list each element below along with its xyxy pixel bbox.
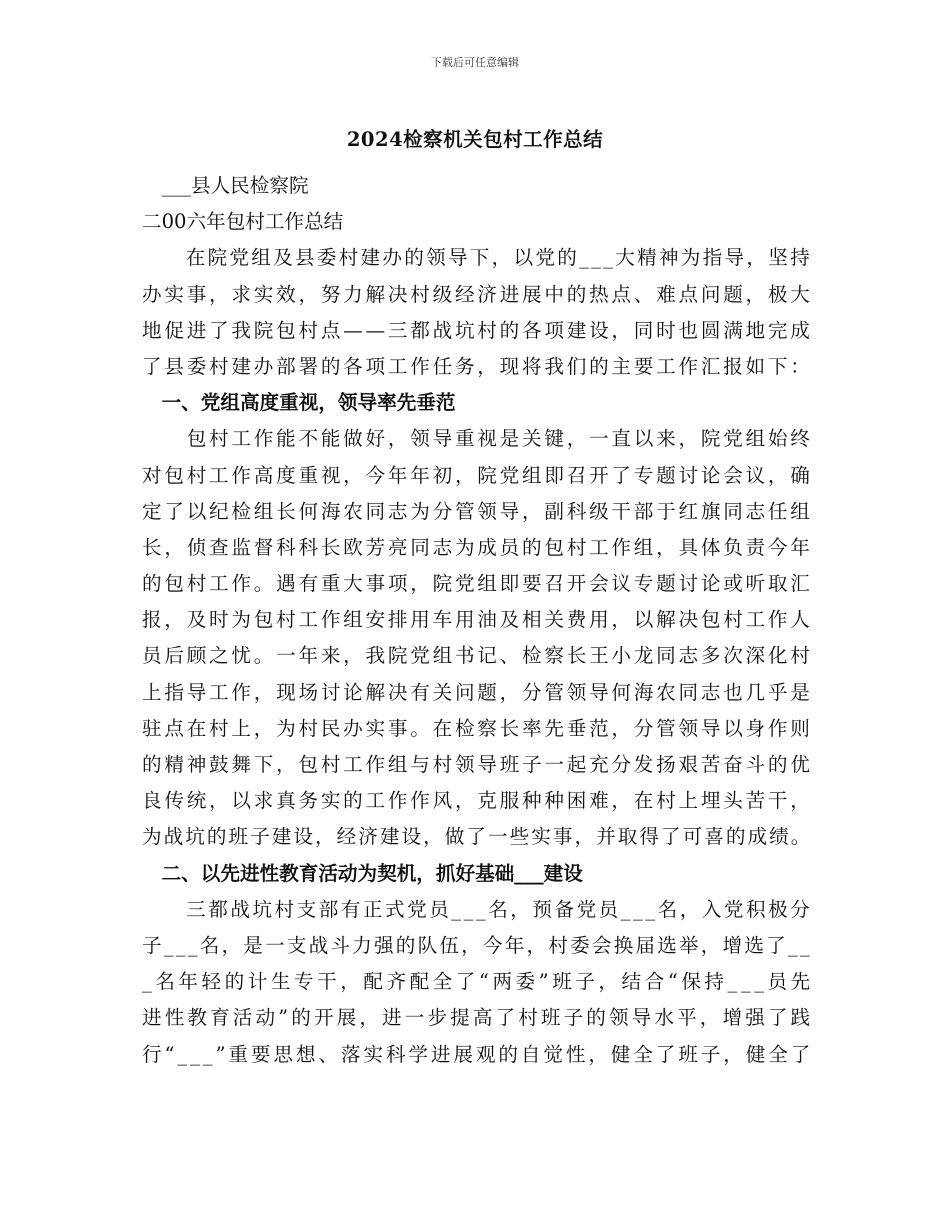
paragraph-line: 驻点在村上，为村民办实事。在检察长率先垂范，分管领导以身作则 <box>142 716 813 740</box>
section-heading: 二、以先进性教育活动为契机，抓好基础___建设 <box>142 861 583 885</box>
paragraph-line: 为战坑的班子建设，经济建设，做了一些实事，并取得了可喜的成绩。 <box>142 825 813 849</box>
paragraph-line: _名年轻的计生专干，配齐配全了“两委”班子，结合“保持___员先 <box>142 970 814 994</box>
paragraph-line: 长，侦查监督科科长欧芳亮同志为成员的包村工作组，具体负责今年 <box>142 535 813 559</box>
paragraph-line: 三都战坑村支部有正式党员___名，预备党员___名，入党积极分 <box>142 897 813 921</box>
paragraph-line: 了县委村建办部署的各项工作任务，现将我们的主要工作汇报如下： <box>142 354 813 378</box>
paragraph-line: 二00六年包村工作总结 <box>142 210 344 234</box>
paragraph-line: 办实事，求实效，努力解决村级经济进展中的热点、难点问题，极大 <box>142 282 813 306</box>
paragraph-line: 报，及时为包村工作组安排用车用油及相关费用，以解决包村工作人 <box>142 608 813 632</box>
paragraph-line: 员后顾之忧。一年来，我院党组书记、检察长王小龙同志多次深化村 <box>142 644 813 668</box>
paragraph-line: 上指导工作，现场讨论解决有关问题，分管领导何海农同志也几乎是 <box>142 680 813 704</box>
paragraph-line: 包村工作能不能做好，领导重视是关键，一直以来，院党组始终 <box>142 427 813 451</box>
page-header-note: 下载后可任意编辑 <box>431 56 519 69</box>
paragraph-line: 的包村工作。遇有重大事项，院党组即要召开会议专题讨论或听取汇 <box>142 572 813 596</box>
section-heading: 一、党组高度重视，领导率先垂范 <box>142 391 456 415</box>
paragraph-line: 定了以纪检组长何海农同志为分管领导，副科级干部于红旗同志任组 <box>142 499 813 523</box>
document-title: 2024检察机关包村工作总结 <box>346 128 604 151</box>
paragraph-line: 良传统，以求真务实的工作作风，克服种种困难，在村上埋头苦干， <box>142 789 813 813</box>
paragraph-line: 的精神鼓舞下，包村工作组与村领导班子一起充分发扬艰苦奋斗的优 <box>142 753 813 776</box>
paragraph-line: 进性教育活动”的开展，进一步提高了村班子的领导水平，增强了践 <box>142 1006 814 1030</box>
paragraph-line: 行“___”重要思想、落实科学进展观的自觉性，健全了班子，健全了 <box>142 1042 814 1066</box>
paragraph-line: 对包村工作高度重视，今年年初，院党组即召开了专题讨论会议，确 <box>142 463 813 487</box>
paragraph-line: 地促进了我院包村点——三都战坑村的各项建设，同时也圆满地完成 <box>142 318 813 342</box>
document-body <box>142 168 814 1073</box>
paragraph-line: 子___名，是一支战斗力强的队伍，今年，村委会换届选举，增选了__ <box>142 933 812 957</box>
paragraph-line: ___县人民检察院 <box>142 174 309 197</box>
paragraph-line: 在院党组及县委村建办的领导下，以党的___大精神为指导，坚持 <box>142 246 812 270</box>
